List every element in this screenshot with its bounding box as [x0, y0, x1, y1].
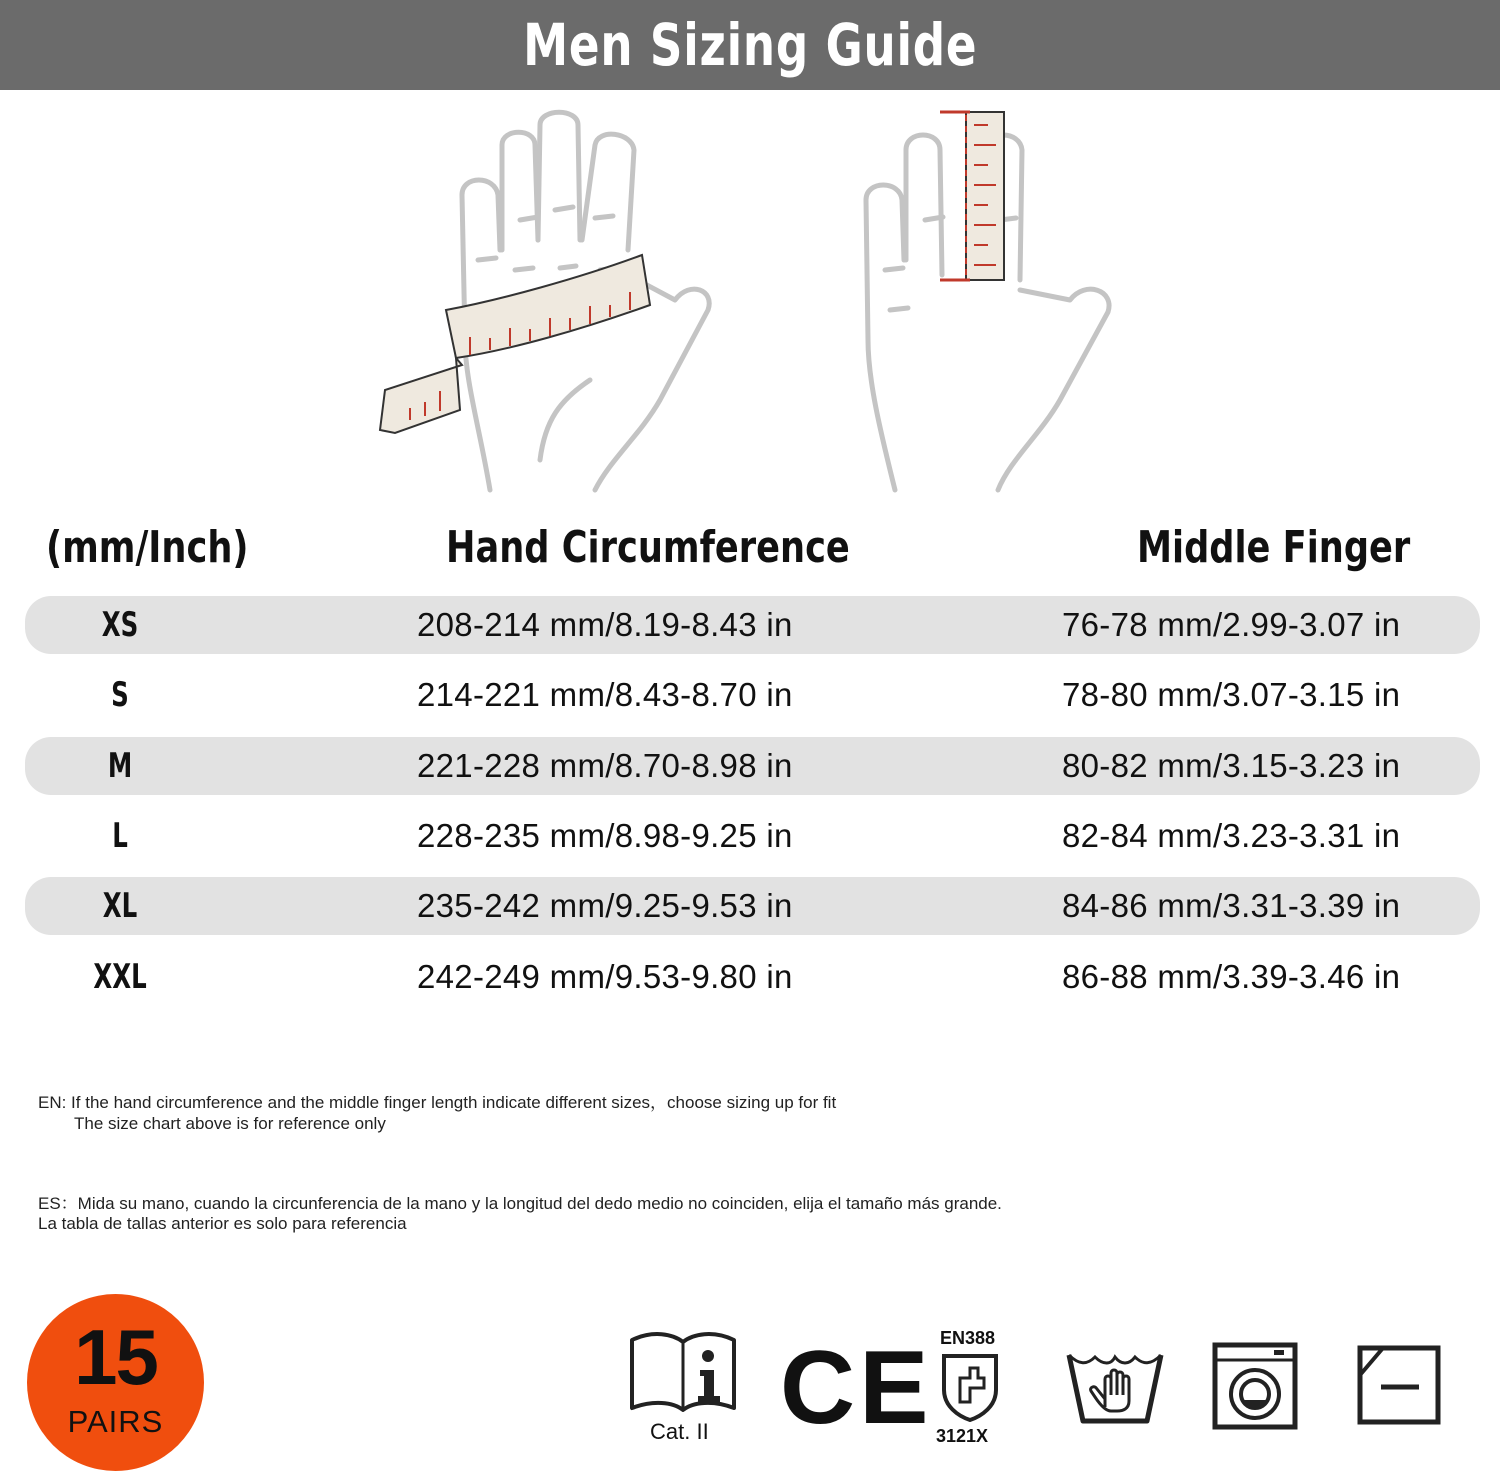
- hand-value: 221-228 mm/8.70-8.98 in: [417, 747, 793, 784]
- en388-shield-icon: [940, 1352, 1000, 1422]
- dry-flat-icon: [1357, 1345, 1441, 1425]
- manual-cat-label: Cat. II: [650, 1419, 709, 1444]
- finger-value: 80-82 mm/3.15-3.23 in: [1062, 747, 1401, 784]
- finger-value: 76-78 mm/2.99-3.07 in: [1062, 606, 1401, 643]
- table-row: [25, 877, 1480, 935]
- note-es-line1: ES：Mida su mano, cuando la circunferencia de la mano y la longitud del dedo medio no coinciden, elija el tamaño más grande.: [38, 1194, 1002, 1213]
- table-row: [25, 596, 1480, 654]
- middle-finger-header: Middle Finger: [1137, 522, 1411, 573]
- hand-circumference-header: Hand Circumference: [446, 522, 850, 573]
- note-es-line2: La tabla de tallas anterior es solo para referencia: [38, 1214, 407, 1233]
- finger-value: 82-84 mm/3.23-3.31 in: [1062, 817, 1401, 854]
- hand-wash-icon: [1065, 1345, 1165, 1425]
- en388-label: EN388: [940, 1328, 996, 1348]
- hand-value: 228-235 mm/8.98-9.25 in: [417, 817, 793, 854]
- size-label: S: [111, 675, 129, 715]
- size-label: M: [107, 746, 133, 786]
- finger-value: 84-86 mm/3.31-3.39 in: [1062, 887, 1401, 924]
- table-row: [25, 666, 1480, 724]
- manual-info-icon: [628, 1330, 738, 1412]
- pairs-label: PAIRS: [67, 1404, 164, 1439]
- page-title: Men Sizing Guide: [522, 11, 978, 79]
- pairs-count: 15: [74, 1313, 157, 1401]
- unit-header: (mm/Inch): [46, 522, 249, 573]
- hand-value: 235-242 mm/9.25-9.53 in: [417, 887, 793, 924]
- hand-value: 214-221 mm/8.43-8.70 in: [417, 676, 793, 713]
- hand-value: 208-214 mm/8.19-8.43 in: [417, 606, 793, 643]
- measurement-illustration: [370, 100, 1130, 500]
- table-row: [25, 807, 1480, 865]
- ce-mark-icon: CE: [780, 1330, 933, 1446]
- hand-value: 242-249 mm/9.53-9.80 in: [417, 958, 793, 995]
- finger-value: 78-80 mm/3.07-3.15 in: [1062, 676, 1401, 713]
- header-banner: [0, 0, 1500, 90]
- measuring-ruler-right: [940, 112, 1004, 280]
- en388-code: 3121X: [936, 1426, 989, 1446]
- finger-value: 86-88 mm/3.39-3.46 in: [1062, 958, 1401, 995]
- table-row: [25, 948, 1480, 1006]
- note-en-line1: EN: If the hand circumference and the middle finger length indicate different sizes，choose sizing up for fit: [38, 1093, 837, 1112]
- size-label: XS: [101, 605, 139, 645]
- pairs-badge: [27, 1294, 204, 1471]
- measuring-tape-left: [380, 255, 650, 433]
- size-label: L: [112, 816, 128, 856]
- table-row: [25, 737, 1480, 795]
- size-label: XL: [102, 886, 138, 926]
- note-en-line2: The size chart above is for reference only: [74, 1114, 386, 1133]
- no-machine-wash-icon: [1212, 1342, 1298, 1430]
- size-label: XXL: [93, 957, 147, 997]
